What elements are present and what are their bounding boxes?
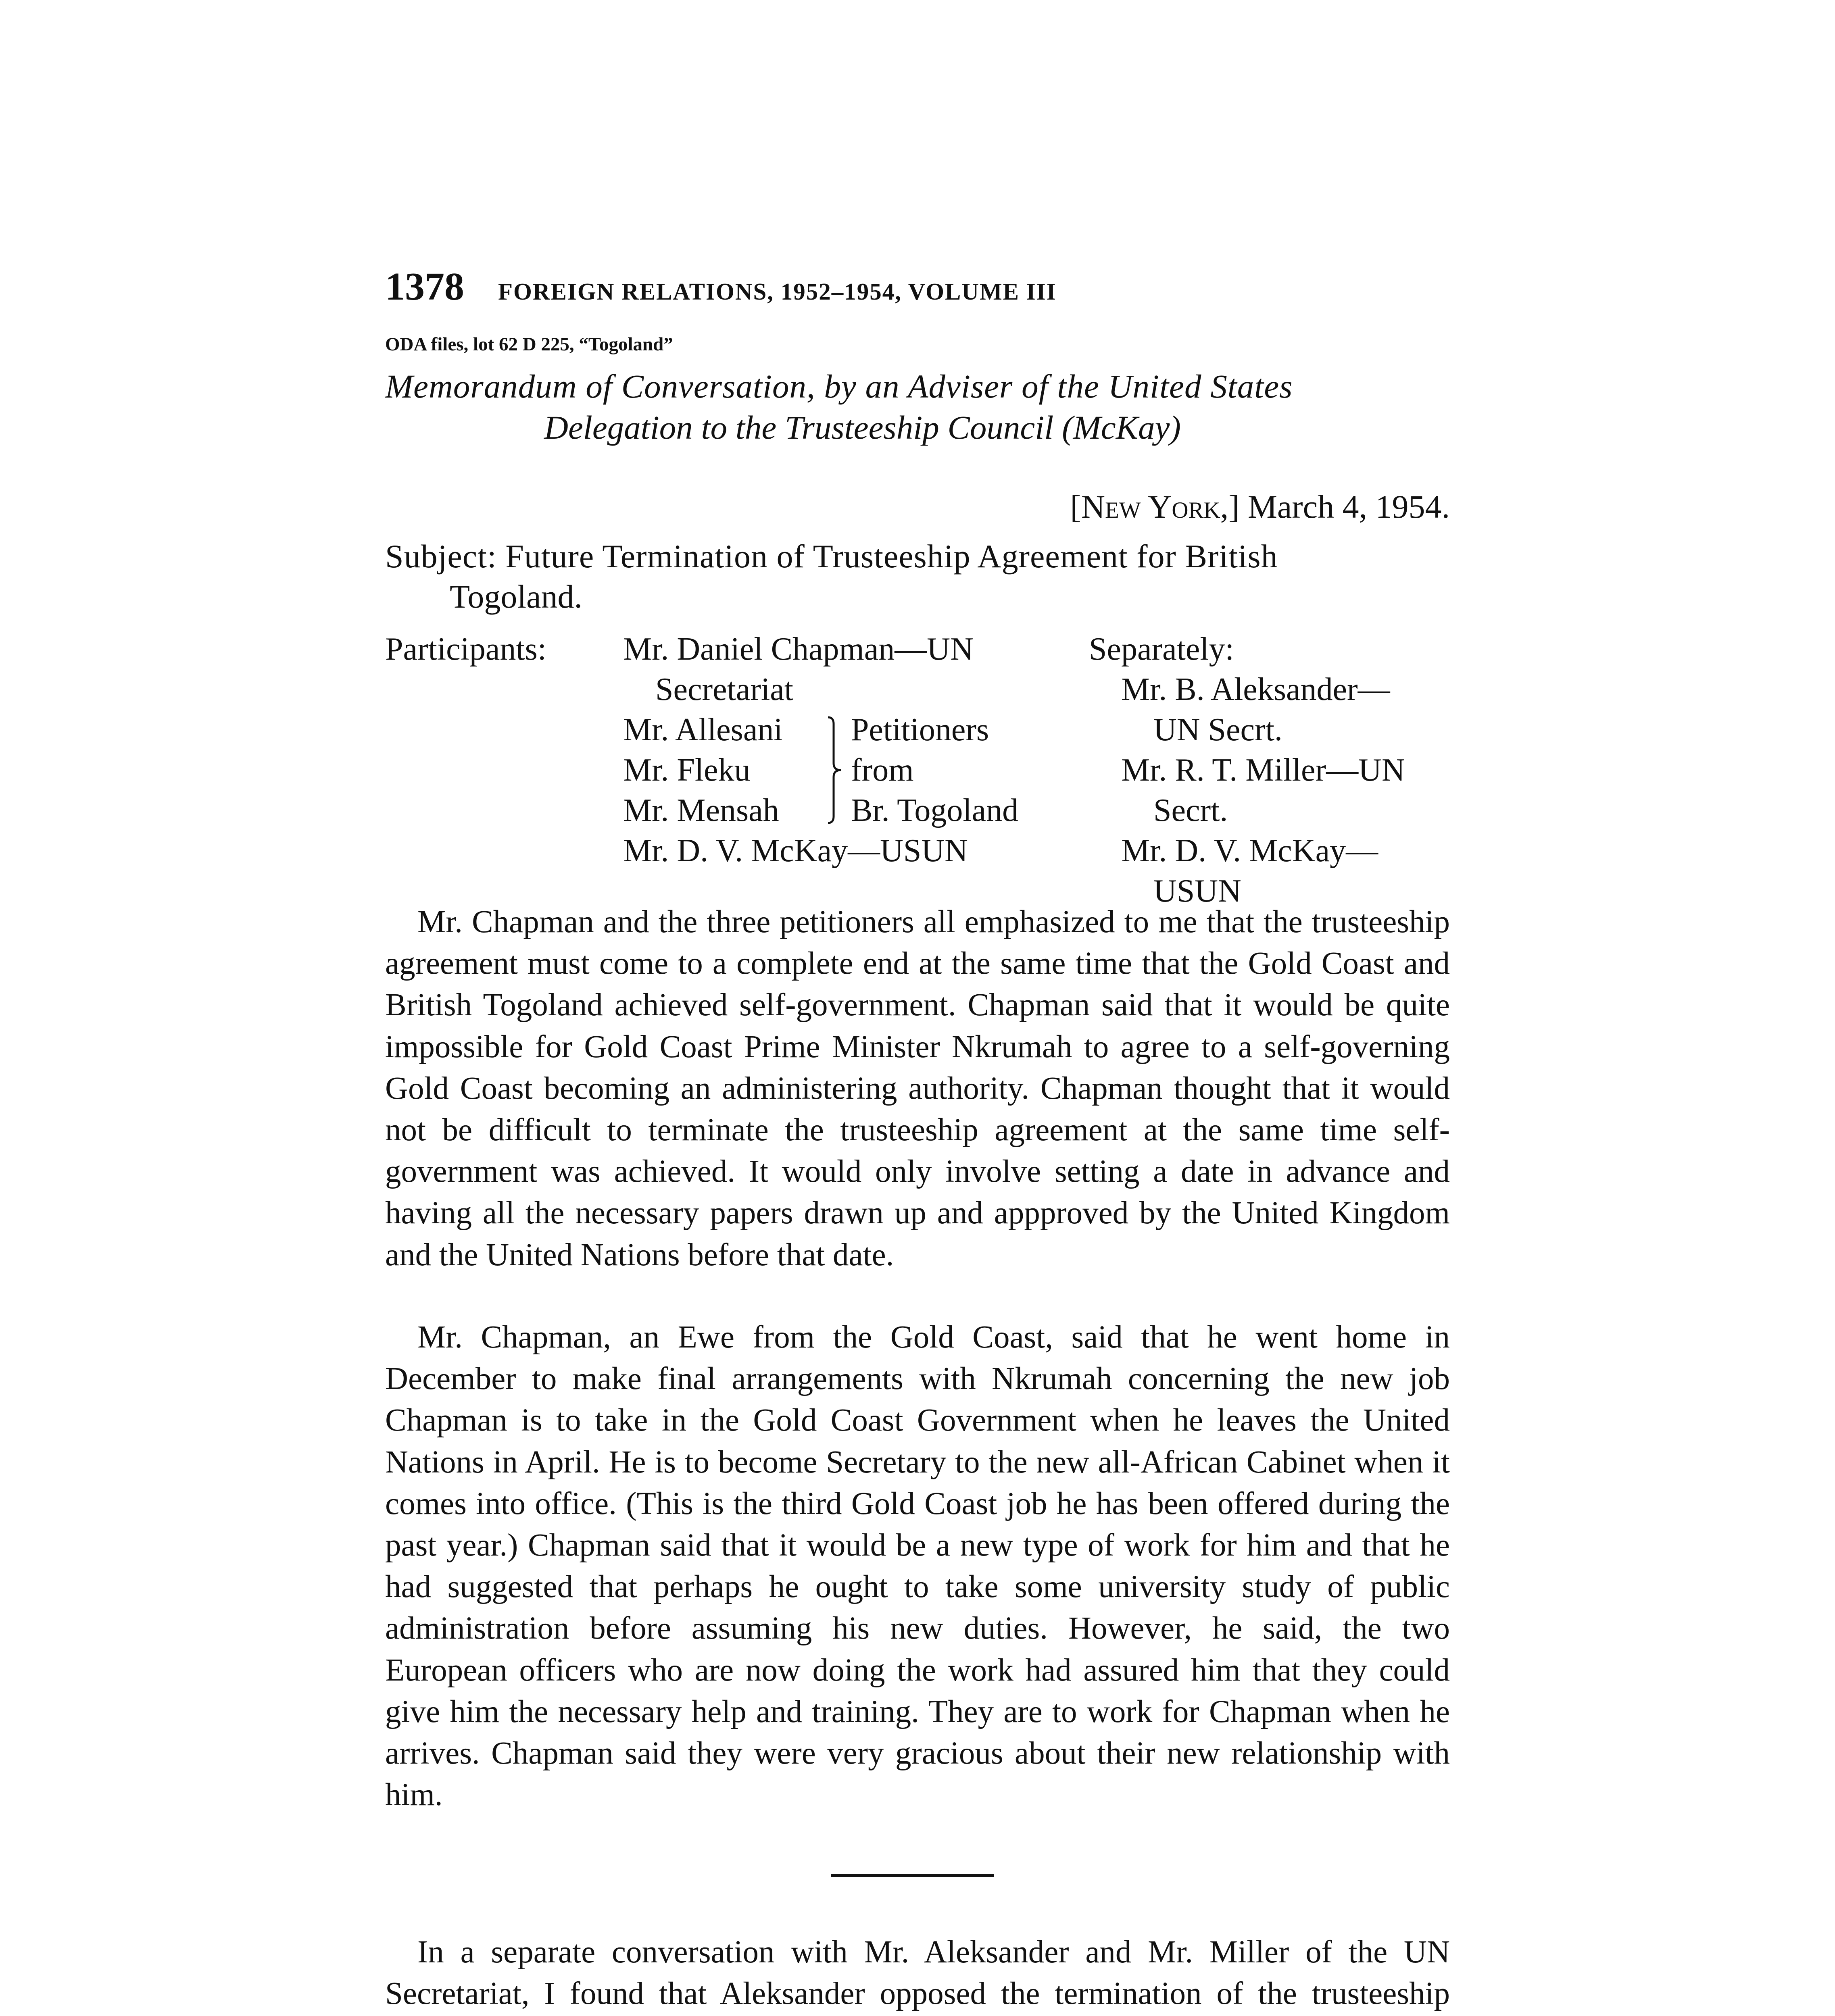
body-paragraph-3 xyxy=(385,1931,1450,2016)
page-number: 1378 xyxy=(385,265,464,308)
document-title xyxy=(385,366,1449,448)
paragraph-text: In a separate conversation with Mr. Aleksander and Mr. Miller of the UN Secretariat, I found that Aleksander opposed the termination of the trusteeship xyxy=(385,1935,1450,2012)
petitioner-mensah: Mr. Mensah xyxy=(623,793,779,828)
dateline-date: March 4, 1954. xyxy=(1247,488,1450,525)
separately-miller-affiliation: Secrt. xyxy=(1153,793,1228,828)
participants-block xyxy=(385,629,1454,909)
participants-label: Participants: xyxy=(385,631,546,667)
separately-aleksander: Mr. B. Aleksander— xyxy=(1121,672,1390,707)
page-header xyxy=(385,264,1454,308)
participants-main-last xyxy=(623,831,1067,871)
subject-line-2: Togoland. xyxy=(450,578,583,615)
paragraph-text: Mr. Chapman and the three petitioners all emphasized to me that the trusteeship agreement must come to a complete end at the same time that the Gold Coast and British Togoland achieved self-government. Chapman said that it would be quite impossible for Gold Coast Prime Minister Nkrumah to agree to a self-governing Gold Coast becoming an administering authority. Chapman thought that it would not be difficult to terminate the trusteeship agreement at the same time self-government was achieved. It would only involve setting a date in advance and having all the necessary papers drawn up and appproved by the United Kingdom and the United Nations before that date. xyxy=(385,904,1450,1272)
participant-chapman-affiliation: Secretariat xyxy=(655,672,793,707)
petitioner-role-line-3: Br. Togoland xyxy=(851,793,1019,828)
separately-mckay: Mr. D. V. McKay— xyxy=(1121,833,1378,868)
subject-line-1: Subject: Future Termination of Trusteeship Agreement for British xyxy=(385,538,1278,575)
petitioner-role xyxy=(851,710,1073,831)
body-paragraph-1 xyxy=(385,901,1450,1276)
separately-aleksander-affiliation: UN Secrt. xyxy=(1153,712,1282,748)
petitioner-role-line-1: Petitioners xyxy=(851,712,989,748)
dateline xyxy=(1022,488,1450,526)
separately-label: Separately: xyxy=(1089,631,1234,667)
title-line-1: Memorandum of Conversation, by an Adviser of the United States xyxy=(385,368,1293,405)
section-separator xyxy=(831,1874,994,1877)
participants-main-column xyxy=(623,629,1067,710)
petitioners-brace xyxy=(825,716,845,825)
separately-mckay-affiliation: USUN xyxy=(1153,873,1241,909)
title-line-2: Delegation to the Trusteeship Council (McKay) xyxy=(544,409,1181,446)
separately-miller: Mr. R. T. Miller—UN xyxy=(1121,752,1405,788)
participant-mckay: Mr. D. V. McKay—USUN xyxy=(623,833,968,868)
petitioner-role-line-2: from xyxy=(851,752,914,788)
petitioner-names xyxy=(623,710,825,831)
dateline-place: [New York,] xyxy=(1070,488,1240,525)
petitioner-fleku: Mr. Fleku xyxy=(623,752,751,788)
paragraph-text: Mr. Chapman, an Ewe from the Gold Coast, said that he went home in December to make final arrangements with Nkrumah concerning the new job Chapman is to take in the Gold Coast Government when he leaves the United Nations in April. He is to become Secretary to the new all-African Cabinet when it comes into office. (This is the third Gold Coast job he has been offered during the past year.) Chapman said that it would be a new type of work for him and that he had suggested that perhaps he ought to take some university study of public administration before assuming his new duties. However, he said, the two European officers who are now doing the work had assured him that they could give him the necessary help and training. They are to work for Chapman when he arrives. Chapman said they were very gracious about their new relationship with him. xyxy=(385,1320,1450,1813)
subject xyxy=(385,536,1450,617)
running-head: FOREIGN RELATIONS, 1952–1954, VOLUME III xyxy=(498,278,1057,305)
participants-separately-column xyxy=(1089,629,1460,911)
petitioner-allesani: Mr. Allesani xyxy=(623,712,783,748)
body-paragraph-2 xyxy=(385,1316,1450,1816)
source-note: ODA files, lot 62 D 225, “Togoland” xyxy=(385,334,673,355)
participant-chapman: Mr. Daniel Chapman—UN xyxy=(623,631,974,667)
